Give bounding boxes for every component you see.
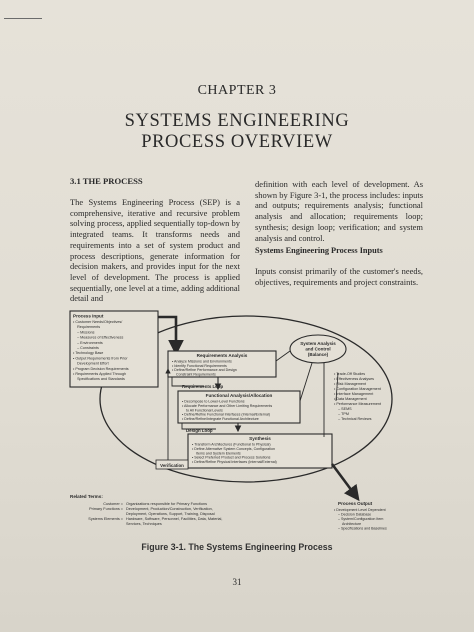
figure-list-line: Items and System Elements — [192, 451, 241, 456]
figure-list-line: Architecture — [334, 521, 362, 526]
requirements-analysis-title: Requirements Analysis — [196, 353, 248, 358]
figure-list-line: Development Effort — [73, 361, 109, 366]
figure-list-line: – Missions — [73, 330, 95, 335]
process-output-list — [334, 508, 387, 530]
figure-list-line: • Customer Needs/Objectives/ — [73, 320, 123, 324]
chapter-title-line1: SYSTEMS ENGINEERING — [124, 111, 350, 131]
figure-list-line: – Technical Reviews — [334, 417, 372, 421]
figure-list-line: • Output Requirements from Prior — [73, 356, 128, 361]
figure-list-line: – Measures of Effectiveness — [73, 335, 124, 340]
figure-list-line: – SEMS — [334, 407, 352, 411]
figure-list-line: • Define/Refine Physical Interfaces (Internal/External) — [192, 460, 277, 465]
related-terms-list — [88, 502, 222, 526]
figure-list-line: • Decompose to Lower-Level Functions — [182, 399, 245, 404]
input-arrow — [158, 317, 176, 353]
chapter-label: CHAPTER 3 — [197, 83, 277, 98]
body-paragraph-left: The Systems Engineering Process (SEP) is a comprehensive, iterative and recursive problem solving process, applied sequentially top-down by integrated teams. It transforms needs and requirements into a set of system product and process descriptions, generate information for decision makers, and provides input for the next level of development. The process is applied sequentially, one level at a time, adding additional detail and — [70, 197, 240, 304]
figure-list-line: • Data Management — [334, 397, 367, 401]
inputs-paragraph: Inputs consist primarily of the customer's needs, objectives, requirements and project constraints. — [255, 266, 423, 287]
related-term-key: Systems Elements = — [88, 517, 123, 521]
edge-mark — [4, 18, 42, 19]
page-number: 31 — [232, 577, 242, 587]
figure-list-line: • Technology Base — [73, 351, 104, 356]
related-term-value: Hardware, Software, Personnel, Facilities, Data, Material, — [126, 517, 223, 521]
section-heading: 3.1 THE PROCESS — [70, 176, 143, 186]
control-activities-list — [334, 372, 381, 421]
figure-list-line: • Define/Refine/Integrate Functional Architecture — [182, 417, 259, 422]
related-terms-title: Related Terms: — [70, 494, 103, 499]
process-output-title: Process Output — [338, 501, 373, 506]
figure-list-line: Specifications and Standards — [73, 377, 125, 382]
figure-list-line: • Transform Architectures (Functional to Physical) — [192, 442, 271, 447]
related-term-value: Deployment, Operations, Support, Training, Disposal — [126, 512, 215, 516]
chapter-title-line2: PROCESS OVERVIEW — [141, 132, 333, 152]
system-analysis-title-1: System Analysis — [300, 341, 336, 346]
figure-list-line: • Effectiveness Analyses — [334, 377, 374, 381]
related-term-value: Services, Techniques — [126, 522, 162, 526]
design-loop-label: Design Loop — [186, 428, 213, 433]
figure-caption: Figure 3-1. The Systems Engineering Process — [141, 542, 333, 552]
figure-list-line: • Select Preferred Product and Process Solutions — [192, 455, 271, 460]
requirements-loop-label: Requirements Loop — [182, 384, 224, 389]
figure-list-line: • Configuration Management — [334, 387, 381, 391]
subsection-heading: Systems Engineering Process Inputs — [255, 246, 383, 255]
related-term-value: Development, Production/Construction, Verification, — [126, 507, 213, 511]
figure-list-line: • Requirements Applied Through — [73, 372, 127, 376]
related-term-key: Primary Functions = — [89, 507, 123, 511]
figure-list-line: • Risk Management — [334, 382, 367, 386]
figure-list-line: – System/Configuration Item — [334, 517, 384, 522]
figure-list-line: • Program Decision Requirements — [73, 366, 129, 371]
verification-label: Verification — [160, 463, 184, 468]
figure-list-line: • Analyze Missions and Environments — [172, 359, 232, 364]
figure-list-line: to All Functional Levels — [182, 408, 223, 413]
sep-diagram — [68, 309, 410, 541]
figure-list-line: • Define Alternative System Concepts, Configuration — [192, 446, 275, 451]
figure-list-line: • Performance Measurement — [334, 402, 381, 406]
figure-list-line: – Environments — [73, 340, 103, 345]
figure-list-line: • Allocate Performance and Other Limiting Requirements — [182, 403, 273, 408]
figure-list-line: • Identify Functional Requirements — [172, 363, 227, 368]
figure-list-line: – Specifications and Baselines — [334, 526, 387, 531]
related-term-value: Organizations responsible for Primary Functions — [126, 502, 208, 506]
functional-analysis-title: Functional Analysis/Allocation — [205, 393, 273, 398]
synthesis-title: Synthesis — [249, 436, 271, 441]
figure-list-line: • Define/Refine Functional Interfaces (Internal/External) — [182, 412, 270, 417]
output-arrow — [332, 464, 358, 499]
sep-figure — [68, 309, 410, 555]
figure-list-line: • Trade-Off Studies — [334, 372, 366, 376]
related-term-key: Customer = — [103, 502, 123, 506]
system-analysis-title-3: (Balance) — [307, 352, 329, 357]
figure-list-line: • Define/Refine Performance and Design — [172, 368, 237, 373]
figure-list-line: – TPM — [334, 412, 349, 416]
figure-list-line: – Decision Database — [334, 512, 372, 517]
figure-list-line: – Constraints — [73, 346, 99, 350]
figure-list-line: Requirements — [73, 325, 101, 330]
system-analysis-title-2: and Control — [305, 346, 331, 352]
figure-list-line: • Development Level Dependent — [334, 508, 386, 512]
figure-list-line: Constraint Requirements — [172, 372, 216, 377]
figure-list-line: • Interface Management — [334, 392, 374, 396]
body-paragraph-right: definition with each level of development. As shown by Figure 3-1, the process includes: inputs and outputs; requirements analysis; functional analysis and allocation; requirements loop; synthesis; design loop; verification; and system analysis and control. — [255, 179, 423, 243]
process-input-title: Process Input — [73, 313, 104, 319]
